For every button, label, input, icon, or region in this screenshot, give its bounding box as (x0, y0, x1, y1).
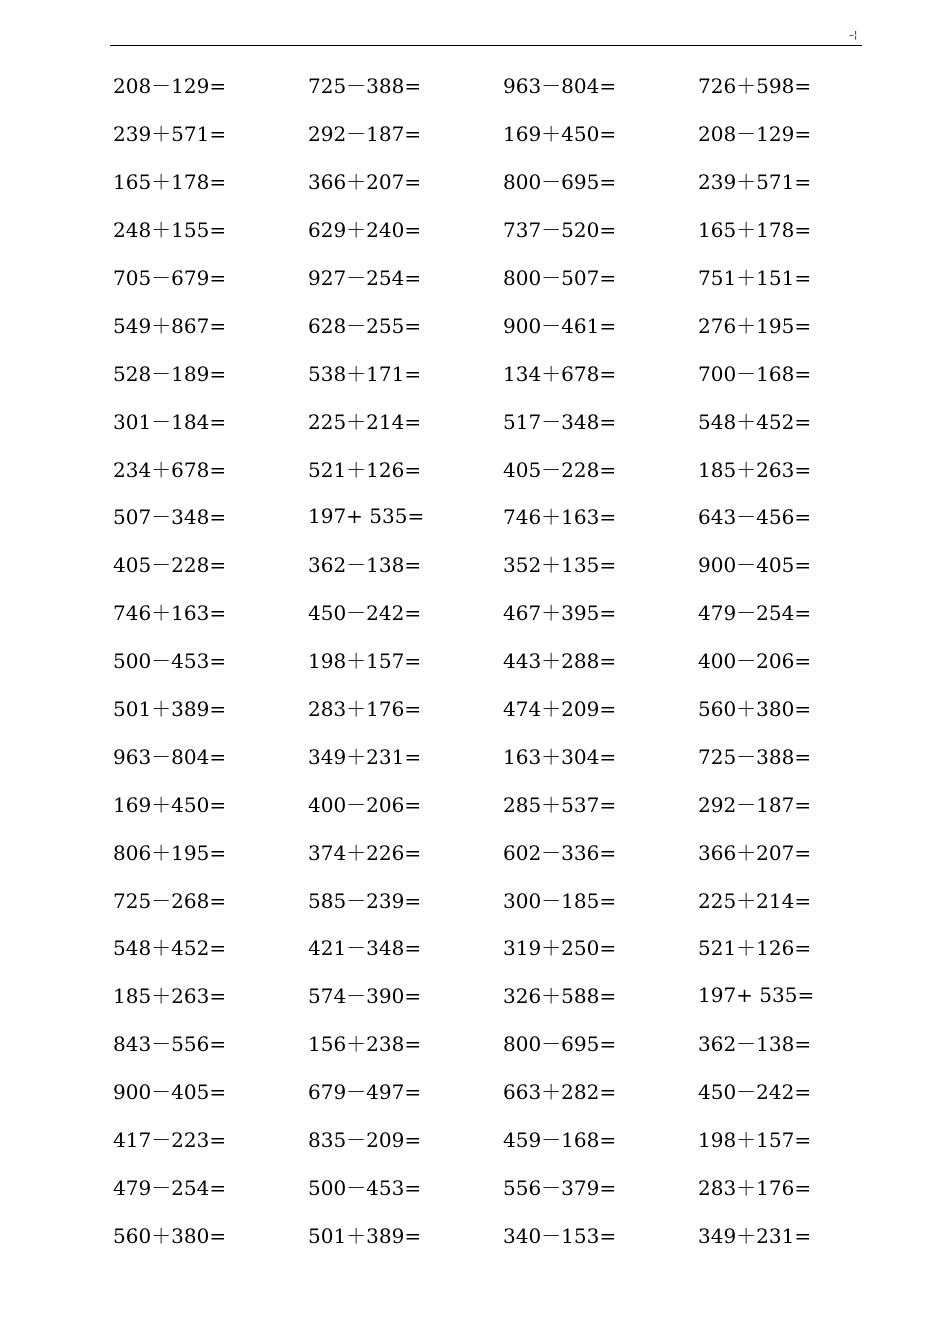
problem-row (113, 540, 893, 588)
arithmetic-problem: 450－242= (308, 601, 422, 626)
arithmetic-problem: 900－461= (503, 313, 617, 338)
arithmetic-problem: 560＋380= (113, 1223, 227, 1248)
arithmetic-problem: 459－168= (503, 1128, 617, 1153)
arithmetic-problem: 800－695= (503, 1032, 617, 1057)
arithmetic-problem: 450－242= (698, 1080, 812, 1105)
arithmetic-problem: 746＋163= (503, 505, 617, 530)
arithmetic-problem: 528－189= (113, 361, 227, 386)
arithmetic-problem: 560＋380= (698, 697, 812, 722)
arithmetic-problem: 352＋135= (503, 553, 617, 578)
arithmetic-problem: 663＋282= (503, 1080, 617, 1105)
arithmetic-problem: 800－695= (503, 170, 617, 195)
arithmetic-problem: 725－388= (308, 74, 422, 99)
arithmetic-problem: 751＋151= (698, 266, 812, 290)
arithmetic-problem: 806＋195= (113, 840, 227, 865)
arithmetic-problem: 726＋598= (698, 74, 812, 99)
arithmetic-problem: 366＋207= (698, 840, 812, 865)
arithmetic-problem: 963－804= (503, 74, 617, 99)
arithmetic-problem: 927－254= (308, 266, 422, 290)
problem-row (113, 444, 893, 492)
arithmetic-problem: 507－348= (113, 505, 227, 530)
problem-row (113, 109, 893, 157)
arithmetic-problem: 800－507= (503, 266, 617, 290)
arithmetic-problem: 467＋395= (503, 601, 617, 626)
problem-row (113, 731, 893, 779)
arithmetic-problem: 602－336= (503, 840, 617, 865)
arithmetic-problem: 628－255= (308, 313, 422, 338)
arithmetic-problem: 517－348= (503, 409, 617, 434)
problem-row (113, 1162, 893, 1210)
arithmetic-problem: 362－138= (308, 553, 422, 578)
problem-row (113, 1210, 893, 1258)
arithmetic-problem: 169＋450= (503, 122, 617, 147)
header-mark: –¦ (849, 30, 858, 41)
arithmetic-problem: 521＋126= (698, 936, 812, 961)
problem-row (113, 348, 893, 396)
arithmetic-problem: 548＋452= (113, 936, 227, 961)
arithmetic-problem: 156＋238= (308, 1032, 422, 1057)
arithmetic-problem: 574－390= (308, 984, 422, 1009)
arithmetic-problem: 585－239= (308, 888, 422, 913)
arithmetic-problem: 737－520= (503, 218, 617, 243)
arithmetic-problem: 548＋452= (698, 409, 812, 434)
problem-row (113, 396, 893, 444)
arithmetic-problem: 239＋571= (698, 170, 812, 195)
arithmetic-problem: 479－254= (698, 601, 812, 626)
problem-row (113, 636, 893, 684)
arithmetic-problem: 225＋214= (698, 888, 812, 913)
arithmetic-problem: 501＋389= (308, 1223, 422, 1248)
problem-row (113, 588, 893, 636)
problem-row (113, 827, 893, 875)
arithmetic-problem: 521＋126= (308, 457, 422, 482)
arithmetic-problem: 239＋571= (113, 122, 227, 147)
problem-row (113, 157, 893, 205)
arithmetic-problem: 725－268= (113, 888, 227, 913)
problem-row (113, 492, 893, 540)
arithmetic-problem: 900－405= (113, 1080, 227, 1105)
arithmetic-problem: 134＋678= (503, 361, 617, 386)
arithmetic-problem: 725－388= (698, 744, 812, 769)
problem-row (113, 300, 893, 348)
arithmetic-problem: 417－223= (113, 1128, 227, 1153)
arithmetic-problem: 185＋263= (113, 984, 227, 1009)
arithmetic-problem: 405－228= (113, 553, 227, 578)
arithmetic-problem: 198＋157= (308, 649, 422, 674)
arithmetic-problem: 679－497= (308, 1080, 422, 1105)
arithmetic-problem: 900－405= (698, 553, 812, 578)
problem-row (113, 779, 893, 827)
arithmetic-problem: 169＋450= (113, 792, 227, 817)
arithmetic-problem: 501＋389= (113, 697, 227, 722)
arithmetic-problem: 165＋178= (698, 218, 812, 243)
problem-row (113, 1067, 893, 1115)
arithmetic-problem: 248＋155= (113, 218, 227, 243)
arithmetic-problem: 300－185= (503, 888, 617, 913)
arithmetic-problem: 349＋231= (698, 1223, 812, 1248)
arithmetic-problem: 538＋171= (308, 361, 422, 386)
arithmetic-problem: 185＋263= (698, 457, 812, 482)
arithmetic-problem: 301－184= (113, 409, 227, 434)
arithmetic-problem: 400－206= (308, 792, 422, 817)
arithmetic-problem: 556－379= (503, 1175, 617, 1200)
arithmetic-problem: 225＋214= (308, 409, 422, 434)
arithmetic-problem: 500－453= (308, 1175, 422, 1200)
arithmetic-problem: 283＋176= (308, 697, 422, 722)
arithmetic-problem: 643－456= (698, 505, 812, 530)
arithmetic-problem: 326＋588= (503, 984, 617, 1009)
problem-row (113, 205, 893, 253)
arithmetic-problem: 474＋209= (503, 697, 617, 722)
arithmetic-problem: 292－187= (308, 122, 422, 147)
arithmetic-problem: 835－209= (308, 1128, 422, 1153)
problem-row (113, 923, 893, 971)
arithmetic-problem: 443＋288= (503, 649, 617, 674)
arithmetic-problem: 700－168= (698, 361, 812, 386)
arithmetic-problem: 549＋867= (113, 313, 227, 338)
arithmetic-problem: 292－187= (698, 792, 812, 817)
arithmetic-problem: 234＋678= (113, 457, 227, 482)
arithmetic-problem: 276＋195= (698, 313, 812, 338)
arithmetic-problem: 746＋163= (113, 601, 227, 626)
arithmetic-problem: 165＋178= (113, 170, 227, 195)
arithmetic-problem: 208－129= (113, 74, 227, 99)
arithmetic-problem: 198＋157= (698, 1128, 812, 1153)
arithmetic-problem: 963－804= (113, 744, 227, 769)
problem-row (113, 684, 893, 732)
arithmetic-problem: 197+ 535= (698, 982, 815, 1007)
arithmetic-problem: 843－556= (113, 1032, 227, 1057)
arithmetic-problem: 500－453= (113, 649, 227, 674)
arithmetic-problem: 319＋250= (503, 936, 617, 961)
arithmetic-problem: 366＋207= (308, 170, 422, 195)
arithmetic-problem: 163＋304= (503, 744, 617, 769)
problem-row (113, 253, 893, 301)
arithmetic-problem: 362－138= (698, 1032, 812, 1057)
arithmetic-problem: 197+ 535= (308, 503, 425, 528)
arithmetic-problem: 400－206= (698, 649, 812, 674)
header-rule (110, 45, 862, 46)
arithmetic-problem: 285＋537= (503, 792, 617, 817)
problem-grid (113, 61, 893, 1258)
arithmetic-problem: 208－129= (698, 122, 812, 147)
arithmetic-problem: 405－228= (503, 457, 617, 482)
arithmetic-problem: 705－679= (113, 266, 227, 290)
arithmetic-problem: 349＋231= (308, 744, 422, 769)
problem-row (113, 1115, 893, 1163)
arithmetic-problem: 629＋240= (308, 218, 422, 243)
arithmetic-problem: 283＋176= (698, 1175, 812, 1200)
problem-row (113, 875, 893, 923)
arithmetic-problem: 340－153= (503, 1223, 617, 1248)
problem-row (113, 1019, 893, 1067)
problem-row (113, 61, 893, 109)
arithmetic-problem: 421－348= (308, 936, 422, 961)
arithmetic-problem: 479－254= (113, 1175, 227, 1200)
problem-row (113, 971, 893, 1019)
arithmetic-problem: 374＋226= (308, 840, 422, 865)
